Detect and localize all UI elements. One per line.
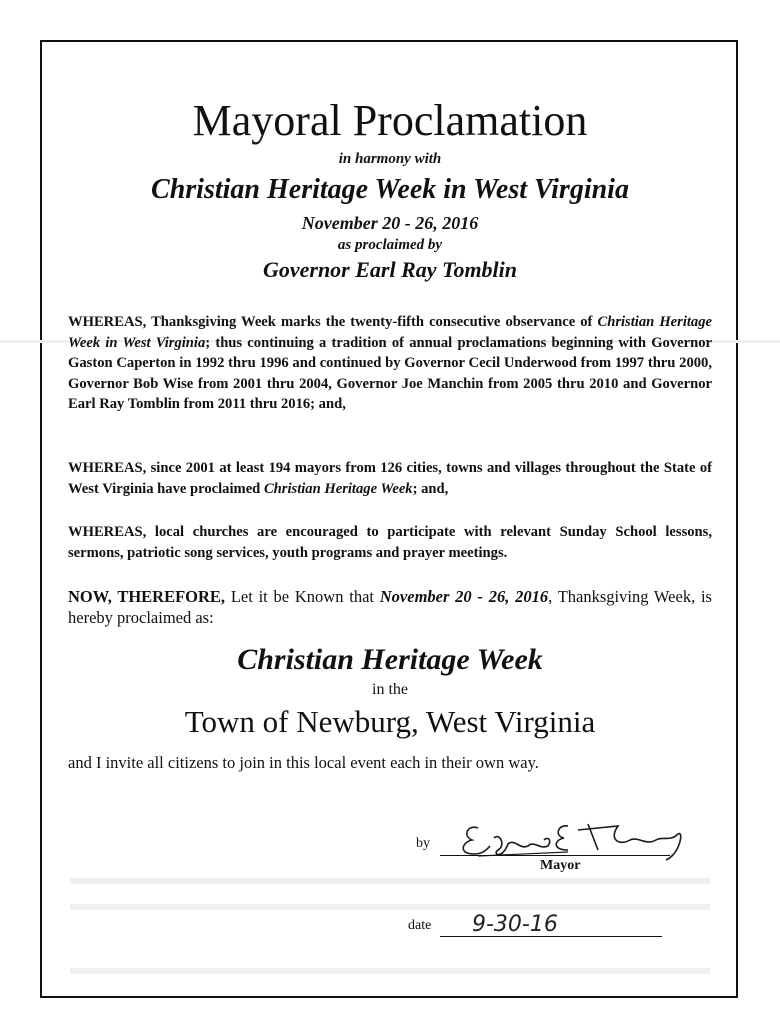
proclaimed-town: Town of Newburg, West Virginia bbox=[184, 704, 596, 739]
heading-line-3: November 20 - 26, 2016 bbox=[301, 213, 479, 233]
heading-line-2: Christian Heritage Week in West Virginia bbox=[151, 174, 629, 205]
paragraph-text: , Thanksgiving Week, is hereby proclaimed as: bbox=[68, 587, 712, 627]
whereas-paragraph-3 bbox=[68, 522, 712, 563]
invitation-text: and I invite all citizens to join in this local event each in their own way. bbox=[68, 753, 539, 772]
paragraph-text: since 2001 at least 194 mayors from 126 cities, towns and villages throughout the State of West Virginia have proclaimed bbox=[68, 460, 712, 497]
paragraph-lead: WHEREAS, bbox=[68, 460, 147, 476]
proclaimed-event: Christian Heritage Week bbox=[237, 643, 543, 676]
by-label: by bbox=[416, 836, 430, 851]
paragraph-text: ; thus continuing a tradition of annual proclamations beginning with Governor Gaston Caperton in 1992 thru 1996 and continued by Governor Cecil Underwood from 1997 thru 2000, Governor Bob Wise from 2001 thru 2004, Governor Joe Manchin from 2005 thru 2010 and Governor Earl Ray Tomblin from 2011 thru 2016; and, bbox=[68, 334, 712, 412]
paragraph-italic: November 20 - 26, 2016 bbox=[379, 587, 549, 606]
document-title: Mayoral Proclamation bbox=[192, 96, 588, 145]
bleed-through-text bbox=[70, 904, 710, 910]
signer-title: Mayor bbox=[540, 858, 581, 873]
paragraph-lead: WHEREAS, bbox=[68, 524, 147, 540]
whereas-paragraph-2 bbox=[68, 458, 712, 499]
bleed-through-text bbox=[70, 878, 710, 884]
paragraph-text: local churches are encouraged to participate with relevant Sunday School lessons, sermons, patriotic song services, youth programs and prayer meetings. bbox=[68, 524, 712, 561]
heading-line-1: in harmony with bbox=[338, 151, 442, 167]
heading-line-5: Governor Earl Ray Tomblin bbox=[262, 257, 518, 282]
whereas-paragraph-1 bbox=[68, 312, 712, 415]
paragraph-lead: NOW, THEREFORE, bbox=[68, 587, 226, 606]
paragraph-text: ; and, bbox=[412, 480, 449, 497]
therefore-paragraph bbox=[68, 586, 712, 628]
heading-line-4: as proclaimed by bbox=[337, 237, 443, 253]
paragraph-italic: Christian Heritage Week bbox=[263, 480, 413, 497]
date-label: date bbox=[408, 918, 432, 933]
date-value: 9-30-16 bbox=[472, 912, 558, 937]
date-line bbox=[440, 936, 662, 937]
paragraph-lead: WHEREAS, bbox=[68, 314, 147, 330]
signature-line bbox=[440, 855, 670, 856]
paragraph-text: Let it be Known that bbox=[225, 587, 380, 606]
paragraph-italic: Christian Heritage Week in West Virginia bbox=[68, 314, 713, 351]
bleed-through-text bbox=[70, 968, 710, 974]
proclaimed-connector: in the bbox=[372, 681, 408, 698]
paragraph-text: Thanksgiving Week marks the twenty-fifth consecutive observance of bbox=[146, 314, 598, 330]
